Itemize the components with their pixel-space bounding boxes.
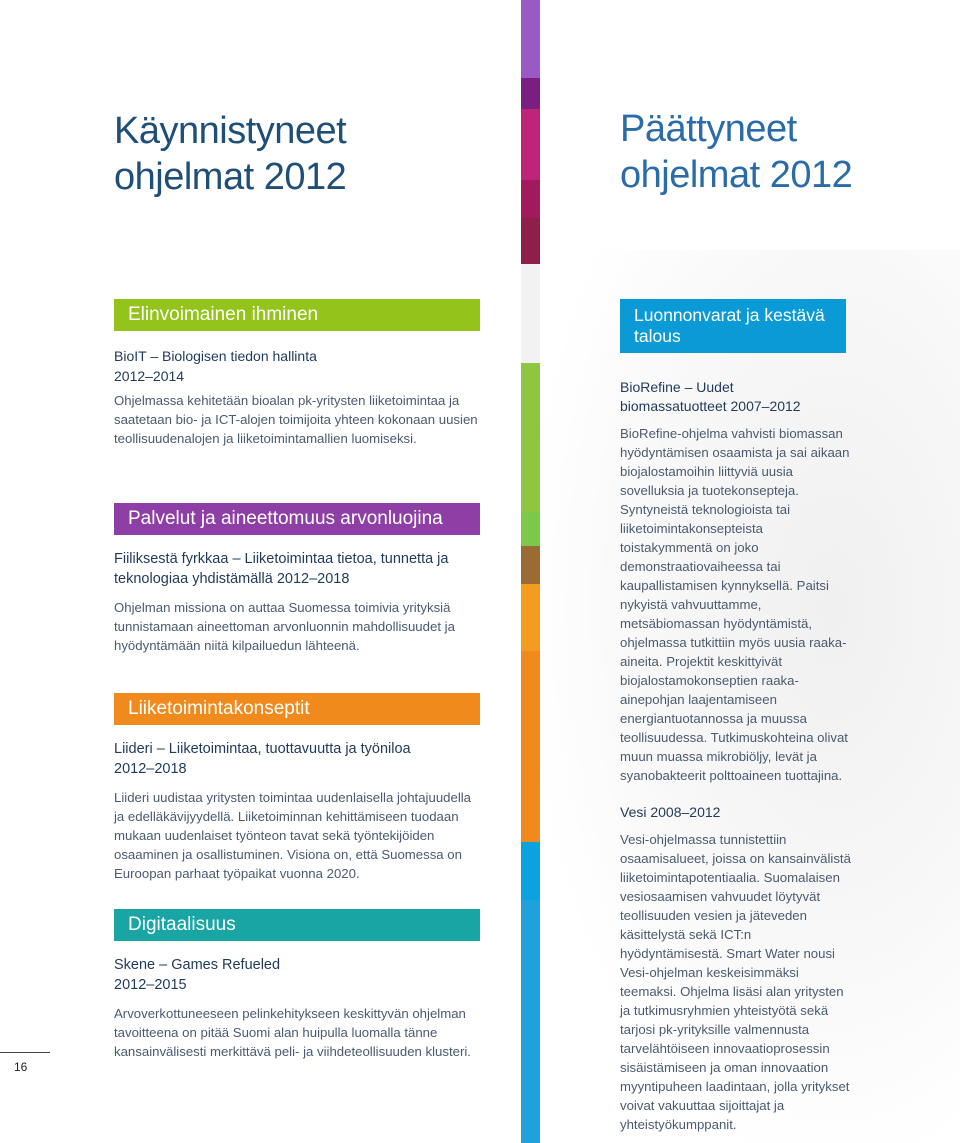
strip-segment	[521, 218, 540, 264]
strip-segment	[521, 546, 540, 584]
program-title-biorefine	[620, 378, 852, 416]
banner-liiketoimintakonseptit: Liiketoimintakonseptit	[114, 693, 480, 725]
program-title-line: Liideri – Liiketoimintaa, tuottavuutta ja työniloa	[114, 741, 411, 757]
strip-segment	[521, 584, 540, 651]
banner-palvelut: Palvelut ja aineettomuus arvonluojina	[114, 503, 480, 535]
section-digitaalisuus	[114, 909, 480, 1061]
heading-left-line2: ohjelmat 2012	[114, 156, 347, 198]
program-title-bioit	[114, 346, 480, 386]
program-body-fiiliksesta: Ohjelman missiona on auttaa Suomessa toimivia yrityksiä tunnistamaan aineettoman arvonluonnin mahdollisuudet ja hyödyntämään niitä kilpailuedun lähteenä.	[114, 600, 455, 653]
program-years: 2012–2015	[114, 977, 187, 993]
banner-elinvoimainen: Elinvoimainen ihminen	[114, 299, 480, 331]
program-body-biorefine: BioRefine-ohjelma vahvisti biomassan hyödyntämisen osaamista ja sai aikaan biojalostamoihin liittyviä uusia sovelluksia ja tuotekonsepteja. Syntyneistä teknologioista tai liiketoimintakonsepteista toistakymmentä on joko demonstraatiovaiheessa tai kaupallistamisen kynnyksellä. Paitsi nykyistä vahvuuttamme, metsäbiomassan hyödyntämistä, ohjelmassa tutkittiin myös uusia raaka-aineita. Projektit keskittyivät biojalostamokonseptien raaka-ainepohjan laajentamiseen energiantuotannossa ja muussa teollisuudessa. Tutkimuskohteina olivat muun muassa mikrobiöljy, levät ja syanobakteerit polttoaineen tuottajina.	[620, 426, 850, 783]
strip-segment	[521, 900, 540, 1143]
page-number-divider	[0, 1052, 50, 1053]
color-strip	[521, 0, 540, 1143]
banner-luonnonvarat: Luonnonvarat ja kestävä talous	[620, 299, 846, 353]
strip-segment	[521, 363, 540, 512]
program-title-line: biomassatuotteet 2007–2012	[620, 398, 801, 414]
heading-right-line1: Päättyneet	[620, 108, 797, 150]
heading-ended-programs	[620, 106, 852, 198]
program-body-bioit: Ohjelmassa kehitetään bioalan pk-yritysten liiketoimintaa ja saatetaan bio- ja ICT-alojen toimijoita yhteen kokonaan uusien teollisuudenalojen ja liiketoimintamallien luomiseksi.	[114, 393, 478, 446]
strip-segment	[521, 0, 540, 78]
heading-started-programs	[114, 108, 346, 200]
program-title-line: BioRefine – Uudet	[620, 379, 734, 395]
strip-segment	[521, 78, 540, 109]
section-luonnonvarat	[620, 299, 852, 1134]
program-body-liideri: Liideri uudistaa yritysten toimintaa uudenlaisella johtajuudella ja edelläkävijyydellä. Liiketoiminnan kehittämiseen tuodaan mukaan uudenlaiset työnteon tavat sekä työntekijöiden osaaminen ja osallistuminen. Visiona on, että Suomessa on Euroopan parhaat työpaikat vuonna 2020.	[114, 790, 472, 881]
strip-segment	[521, 842, 540, 899]
strip-segment	[521, 109, 540, 180]
program-title-vesi: Vesi 2008–2012	[620, 804, 721, 820]
program-body-vesi: Vesi-ohjelmassa tunnistettiin osaamisalueet, joissa on kansainvälistä liiketoimintapotentiaalia. Suomalaisen vesiosaamisen vahvuudet löytyvät teollisuuden vesien ja jäteveden käsittelystä sekä ICT:n hyödyntämisestä. Smart Water nousi Vesi-ohjelman keskeisimmäksi teemaksi. Ohjelma lisäsi alan yritysten ja tutkimusryhmien yhteistyötä sekä tarjosi pk-yrityksille valmennusta tarvelähtöiseen innovaatioprosessin sisäistämiseen ja oman innovaation myyntipuheen laadintaan, jolla yritykset voivat vakuuttaa sijoittajat ja yhteistyökumppanit.	[620, 832, 851, 1132]
program-title-skene	[114, 955, 480, 995]
section-elinvoimainen	[114, 299, 480, 448]
program-years: 2012–2018	[114, 761, 187, 777]
program-years: 2012–2014	[114, 368, 185, 384]
banner-digitaalisuus: Digitaalisuus	[114, 909, 480, 941]
section-palvelut	[114, 503, 480, 655]
program-title-liideri	[114, 739, 480, 779]
program-title-line: BioIT – Biologisen tiedon hallinta	[114, 348, 317, 364]
heading-left-line1: Käynnistyneet	[114, 110, 347, 152]
strip-segment	[521, 651, 540, 842]
program-body-skene: Arvoverkottuneeseen pelinkehitykseen keskittyvän ohjelman tavoitteena on pitää Suomi alan huipulla luomalla tänne kansainvälisesti merkittävä peli- ja viihdeteollisuuden klusteri.	[114, 1006, 471, 1059]
strip-segment	[521, 512, 540, 546]
program-title-line: Skene – Games Refueled	[114, 957, 281, 973]
strip-segment	[521, 180, 540, 218]
page-number: 16	[14, 1060, 28, 1074]
strip-segment	[521, 264, 540, 363]
section-liiketoimintakonseptit	[114, 693, 480, 883]
heading-right-line2: ohjelmat 2012	[620, 154, 853, 196]
program-title-fiiliksesta: Fiiliksestä fyrkkaa – Liiketoimintaa tietoa, tunnetta ja teknologiaa yhdistämällä 2012–2018	[114, 551, 449, 587]
